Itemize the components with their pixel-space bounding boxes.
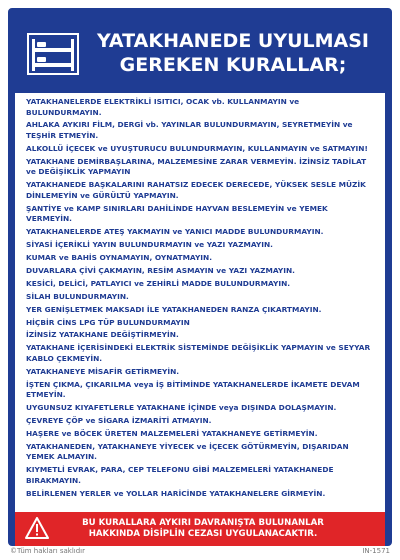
rule-item: UYGUNSUZ KIYAFETLERLE YATAKHANE İÇİNDE veya DIŞINDA DOLAŞMAYIN.	[26, 403, 337, 413]
rule-item: AHLAKA AYKIRI FİLM, DERGİ vb. YAYINLAR BULUNDURMAYIN, SEYRETMEYİN ve TEŞHİR ETMEYİN.	[26, 120, 353, 141]
rule-item: DUVARLARA ÇİVİ ÇAKMAYIN, RESİM ASMAYIN ve YAZI YAZMAYIN.	[26, 265, 295, 275]
rule-item: YATAKHANEDE BAŞKALARINI RAHATSIZ EDECEK DERECEDE, YÜKSEK SESLE MÜZİK DİNLEMEYİN ve GÜRÜLTÜ YAPMAYIN.	[26, 180, 366, 200]
rules-list	[26, 97, 376, 502]
rule-item: ALKOLLÜ İÇECEK ve UYUŞTURUCU BULUNDURMAYIN, KULLANMAYIN ve SATMAYIN!	[26, 143, 368, 153]
rule-item: SİYASİ İÇERİKLİ YAYIN BULUNDURMAYIN ve YAZI YAZMAYIN.	[26, 240, 273, 250]
rule-item: SİLAH BULUNDURMAYIN.	[26, 291, 129, 301]
rule-item: YATAKHANEDEN, YATAKHANEYE YİYECEK ve İÇECEK GÖTÜRMEYİN, DIŞARIDAN YEMEK ALMAYIN.	[26, 441, 349, 462]
rule-item: YATAKHANELERDE ELEKTRİKLİ ISITICI, OCAK vb. KULLANMAYIN ve BULUNDURMAYIN.	[26, 97, 300, 117]
copyright-text: ©Tüm hakları saklıdır	[10, 547, 86, 555]
rule-item: BELİRLENEN YERLER ve YOLLAR HARİCİNDE YATAKHANELERE GİRMEYİN.	[26, 488, 326, 498]
rule-item: YATAKHANE DEMİRBAŞLARINA, MALZEMESİNE ZARAR VERMEYİN. İZİNSİZ TADİLAT ve DEĞİŞİKLİK YAPMAYIN	[26, 156, 367, 177]
rule-item: KUMAR ve BAHİS OYNAMAYIN, OYNATMAYIN.	[26, 253, 213, 263]
warning-line-1: BU KURALLARA AYKIRI DAVRANIŞTA BULUNANLAR	[82, 518, 324, 528]
rule-item: HİÇBİR CİNS LPG TÜP BULUNDURMAYIN	[26, 317, 190, 327]
rule-item: KIYMETLİ EVRAK, PARA, CEP TELEFONU GİBİ MALZEMELERİ YATAKHANEDE BIRAKMAYIN.	[26, 465, 334, 485]
sign-title	[81, 29, 385, 77]
bunk-bed-icon	[27, 33, 79, 75]
warning-footer	[15, 512, 385, 546]
rule-item: YER GENİŞLETMEK MAKSADI İLE YATAKHANEDEN RANZA ÇIKARTMAYIN.	[26, 304, 322, 314]
title-line-1: YATAKHANEDE UYULMASI	[96, 30, 370, 52]
rule-item: ÇEVREYE ÇÖP ve SİGARA İZMARİTİ ATMAYIN.	[26, 416, 212, 426]
warning-line-2: HAKKINDA DİSİPLİN CEZASI UYGULANACAKTIR.	[88, 529, 318, 539]
sign-header	[15, 15, 385, 93]
rule-item: İZİNSİZ YATAKHANE DEĞİŞTİRMEYİN.	[26, 330, 179, 340]
title-line-2: GEREKEN KURALLAR;	[119, 54, 347, 76]
warning-triangle-icon	[25, 517, 49, 539]
rule-item: YATAKHANELERDE ATEŞ YAKMAYIN ve YANICI MADDE BULUNDURMAYIN.	[26, 227, 324, 237]
rules-sign	[8, 8, 392, 546]
warning-text	[53, 518, 353, 540]
rule-item: YATAKHANE İÇERİSİNDEKİ ELEKTRİK SİSTEMİNDE DEĞİŞİKLİK YAPMAYIN ve SEYYAR KABLO ÇEKMEYİN.	[26, 343, 371, 363]
rule-item: KESİCİ, DELİCİ, PATLAYICI ve ZEHİRLİ MADDE BULUNDURMAYIN.	[26, 278, 291, 288]
rule-item: HAŞERE ve BÖCEK ÜRETEN MALZEMELERİ YATAKHANEYE GETİRMEYİN.	[26, 428, 318, 438]
rule-item: ŞANTİYE ve KAMP SINIRLARI DAHİLİNDE HAYVAN BESLEMEYİN ve YEMEK VERMEYİN.	[26, 203, 328, 224]
rule-item: İŞTEN ÇIKMA, ÇIKARILMA veya İŞ BİTİMİNDE YATAKHANELERDE İKAMETE DEVAM ETMEYİN.	[26, 379, 360, 400]
product-code: IN-1571	[362, 547, 390, 555]
rule-item: YATAKHANEYE MİSAFİR GETİRMEYİN.	[26, 366, 180, 376]
